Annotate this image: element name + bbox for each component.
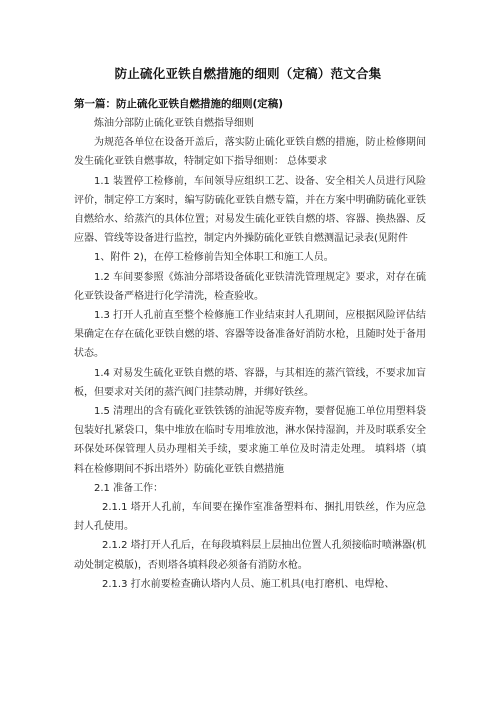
paragraph: 1.3 打开人孔前直至整个检修施工作业结束封人孔期间，应根据风险评估结果确定在存在硫化亚铁自燃的塔、容器等设备准备好消防水枪，且随时处于备用状态。 [74,310,426,360]
paragraph: 2.1.1 塔开人孔前，车间要在操作室准备塑料布、捆扎用铁丝，作为应急封人孔使用。 [74,502,426,533]
document-title: 防止硫化亚铁自燃措施的细则（定稿）范文合集 [114,66,382,81]
paragraph: 为规范各单位在设备开盖后，落实防止硫化亚铁自燃的措施，防止检修期间发生硫化亚铁自燃事故，特制定如下指导细则： 总体要求 [74,137,426,168]
paragraph: 1.5 清理出的含有硫化亚铁铁锈的油泥等废弃物，要督促施工单位用塑料袋包装好扎紧袋口，集中堆放在临时专用堆放池，淋水保持湿润，并及时联系安全环保处环保管理人员办理相关手续，要求施工单位及时清走处理。 填料塔（填料在检修期间不拆出塔外）防硫化亚铁自燃措施 [74,406,426,475]
paragraph: 1、附件 2)，在停工检修前告知全体职工和施工人员。 [94,252,334,264]
document-body [74,114,426,594]
paragraph: 炼油分部防止硫化亚铁自燃指导细则 [94,118,254,129]
paragraph: 1.1 装置停工检修前，车间领导应组织工艺、设备、安全相关人员进行风险评价，制定停工方案时，编写防硫化亚铁自燃专篇，并在方案中明确防硫化亚铁自燃给水、给蒸汽的具体位置；对易发生硫化亚铁自燃的塔、容器、换热器、反应器、管线等设备进行监控，制定内外操防硫化亚铁自燃测温记录表(见附件 [74,175,426,245]
paragraph: 2.1.2 塔打开人孔后，在每段填料层上层抽出位置人孔须接临时喷淋器(机动处制定模版)，否则塔各填料段必须备有消防水枪。 [74,540,426,571]
paragraph: 2.1.3 打水前要检查确认塔内人员、施工机具(电打磨机、电焊枪、 [102,578,395,590]
paragraph: 1.2 车间要参照《炼油分部塔设备硫化亚铁清洗管理规定》要求，对存在硫化亚铁设备严格进行化学清洗，检查验收。 [74,271,426,302]
section-heading: 第一篇：防止硫化亚铁自燃措施的细则(定稿) [74,98,284,110]
paragraph: 2.1 准备工作： [94,482,164,494]
paragraph: 1.4 对易发生硫化亚铁自燃的塔、容器，与其相连的蒸汽管线，不要求加盲板，但要求对关闭的蒸汽阀门挂禁动牌，并绑好铁丝。 [74,367,426,398]
